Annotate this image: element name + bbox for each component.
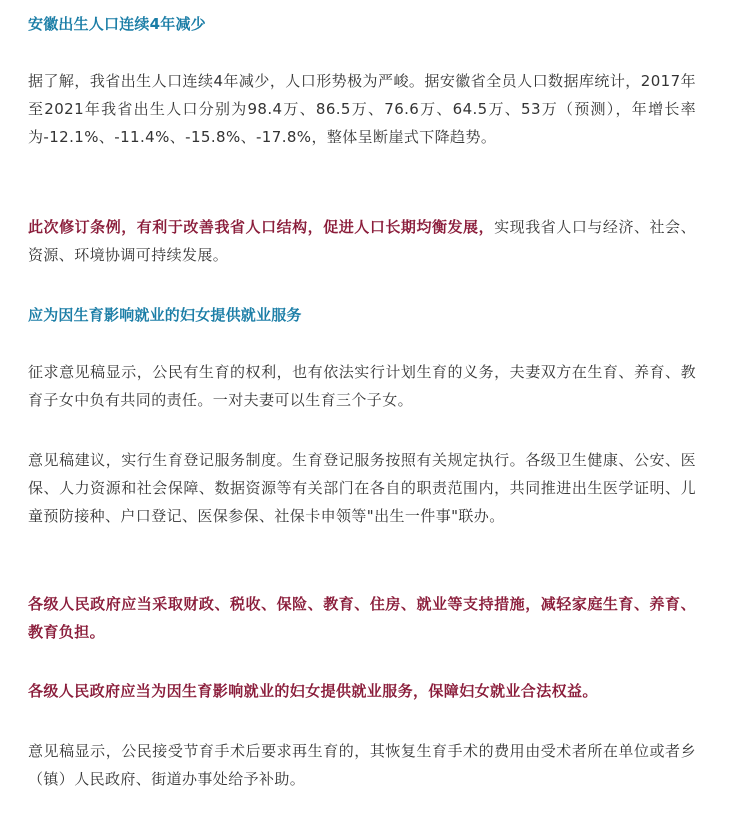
paragraph-government-support: 各级人民政府应当采取财政、税收、保险、教育、住房、就业等支持措施，减轻家庭生育、养育、教育负担。 xyxy=(28,595,696,641)
section-heading-birth-decline: 安徽出生人口连续4年减少 xyxy=(28,15,206,33)
paragraph-revision-purpose xyxy=(28,213,696,269)
paragraph-surgery-subsidy: 意见稿显示，公民接受节育手术后要求再生育的，其恢复生育手术的费用由受术者所在单位或者乡（镇）人民政府、街道办事处给予补助。 xyxy=(28,742,696,788)
paragraph-population-statistics: 据了解，我省出生人口连续4年减少，人口形势极为严峻。据安徽省全员人口数据库统计，2017年至2021年我省出生人口分别为98.4万、86.5万、76.6万、64.5万、53万（预测），年增长率为-12.1%、-11.4%、-15.8%、-17.8%，整体呈断崖式下降趋势。 xyxy=(28,72,696,146)
paragraph-birth-registration: 意见稿建议，实行生育登记服务制度。生育登记服务按照有关规定执行。各级卫生健康、公安、医保、人力资源和社会保障、数据资源等有关部门在各自的职责范围内，共同推进出生医学证明、儿童预防接种、户口登记、医保参保、社保卡申领等"出生一件事"联办。 xyxy=(28,451,696,525)
paragraph-women-employment: 各级人民政府应当为因生育影响就业的妇女提供就业服务，保障妇女就业合法权益。 xyxy=(28,682,598,700)
revision-purpose-emphasis: 此次修订条例，有利于改善我省人口结构，促进人口长期均衡发展， xyxy=(28,218,495,236)
paragraph-birth-rights: 征求意见稿显示，公民有生育的权利，也有依法实行计划生育的义务，夫妻双方在生育、养育、教育子女中负有共同的责任。一对夫妻可以生育三个子女。 xyxy=(28,363,696,409)
revision-purpose-rest: 实现我省人口与经济、社会、资源、环境协调可持续发展。 xyxy=(28,218,696,264)
section-heading-employment-services: 应为因生育影响就业的妇女提供就业服务 xyxy=(28,306,302,324)
